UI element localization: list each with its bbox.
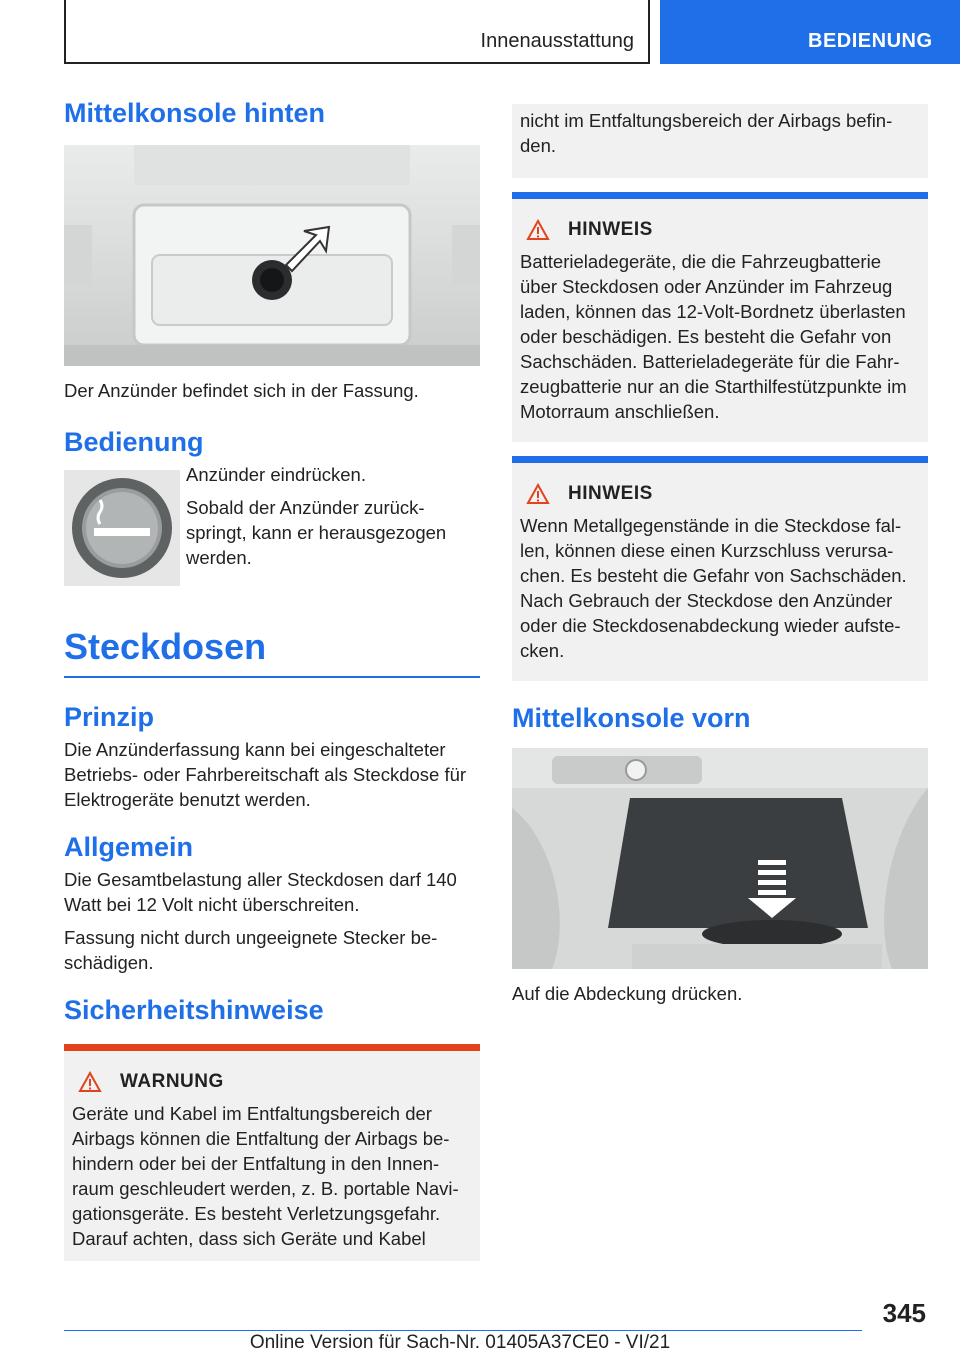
- notice-box-2: [512, 456, 928, 681]
- footer-rule: [64, 1330, 862, 1331]
- front-console-title: Mittelkonsole vorn: [512, 703, 751, 733]
- warning-triangle-icon: [526, 219, 550, 241]
- notice-box-1: [512, 192, 928, 442]
- footer-online-version: [0, 1332, 960, 1354]
- general-text-1: Die Gesamtbelastung aller Steckdosen darf 140 Watt bei 12 Volt nicht überschreiten.: [64, 869, 457, 915]
- front-console-photo: [512, 748, 928, 969]
- notice-2-heading: [520, 483, 920, 505]
- warning-label: WARNUNG: [120, 1071, 224, 1092]
- warning-text: Geräte und Kabel im Entfaltungsbereich der Airbags können die Entfaltung der Airbags be-hindern oder bei der Entfaltung in den Innen-raum geschleudert werden, z. B. portable Navi-gationsgeräte. Es besteht Verletzungsgefahr. Darauf achten, dass sich Geräte und Kabel: [72, 1103, 459, 1249]
- notice-1-label: HINWEIS: [568, 219, 653, 240]
- sockets-title: Steckdosen: [64, 626, 267, 667]
- footer-online-text: Online Version für Sach-Nr. 01405A37CE0 - VI/21: [249, 1332, 671, 1353]
- header-section-box: [64, 0, 650, 64]
- rear-console-photo: [64, 145, 480, 366]
- principle-text: Die Anzünderfassung kann bei eingeschalteter Betriebs- oder Fahrbereitschaft als Steckdose für Elektrogeräte benutzt werden.: [64, 739, 467, 810]
- operation-row: [64, 462, 480, 586]
- warning-triangle-icon: [78, 1071, 102, 1093]
- front-console-caption: Auf die Abdeckung drücken.: [512, 983, 743, 1004]
- operation-text: [186, 462, 480, 586]
- left-column: [64, 98, 480, 1261]
- header-section-title: Innenausstattung: [480, 30, 634, 52]
- rear-console-title: Mittelkonsole hinten: [64, 98, 326, 128]
- warning-continuation-text: nicht im Entfaltungsbereich der Airbags befin-den.: [520, 110, 893, 156]
- header-chapter-tab: BEDIENUNG: [660, 0, 960, 64]
- operation-step-1: Anzünder eindrücken.: [186, 464, 366, 485]
- general-text-2: Fassung nicht durch ungeeignete Stecker be-schädigen.: [64, 927, 438, 973]
- sockets-title-rule: [64, 676, 480, 678]
- cigarette-lighter-icon: [64, 470, 180, 586]
- general-title: Allgemein: [64, 832, 194, 862]
- operation-step-2: Sobald der Anzünder zurück-springt, kann er herausgezogen werden.: [186, 497, 447, 568]
- operation-title: Bedienung: [64, 427, 204, 457]
- principle-title: Prinzip: [64, 702, 155, 732]
- notice-1-text: Batterieladegeräte, die die Fahrzeugbatterie über Steckdosen oder Anzünder im Fahrzeug laden, können das 12-Volt-Bordnetz überlasten oder beschädigen. Es besteht die Gefahr von Sachschäden. Batterieladegeräte für die Fahr-zeugbatterie nur an die Starthilfestützpunkte im Motorraum anschließen.: [520, 251, 907, 422]
- warning-triangle-icon: [526, 483, 550, 505]
- right-column: [512, 104, 928, 1014]
- page-number: 345: [882, 1298, 926, 1328]
- notice-1-heading: [520, 219, 920, 241]
- warning-heading: [72, 1071, 472, 1093]
- rear-console-caption: Der Anzünder befindet sich in der Fassung.: [64, 380, 419, 401]
- notice-2-label: HINWEIS: [568, 483, 653, 504]
- warning-continuation-box: [512, 104, 928, 178]
- warning-box: [64, 1044, 480, 1261]
- safety-title: Sicherheitshinweise: [64, 995, 324, 1025]
- notice-2-text: Wenn Metallgegenstände in die Steckdose fal-len, können diese einen Kurzschluss verursa-chen. Es besteht die Gefahr von Sachschäden. Nach Gebrauch der Steckdose den Anzünder oder die Steckdosenabdeckung wieder aufste-cken.: [520, 515, 907, 661]
